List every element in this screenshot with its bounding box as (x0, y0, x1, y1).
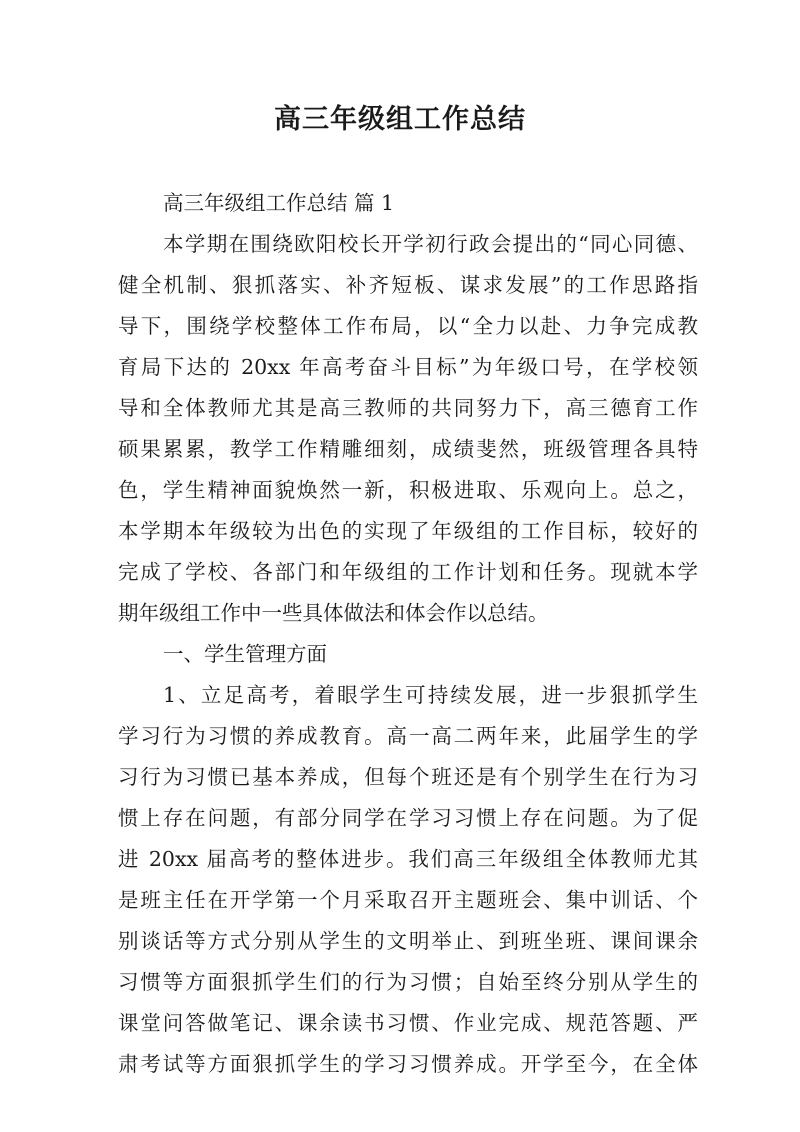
paragraph-line: 1、立足高考，着眼学生可持续发展，进一步狠抓学生 (163, 683, 698, 707)
paragraph-line: 惯上存在问题，有部分同学在学习习惯上存在问题。为了促 (118, 806, 698, 830)
paragraph-line: 期年级组工作中一些具体做法和体会作以总结。 (118, 601, 549, 625)
paragraph-line: 学习行为习惯的养成教育。高一高二两年来，此届学生的学 (118, 724, 698, 748)
paragraph-line: 课堂问答做笔记、课余读书习惯、作业完成、规范答题、严 (118, 1011, 698, 1035)
paragraph-line: 导和全体教师尤其是高三教师的共同努力下，高三德育工作 (118, 396, 698, 420)
paragraph-line: 健全机制、狠抓落实、补齐短板、谋求发展”的工作思路指 (118, 273, 698, 297)
paragraph-line: 别谈话等方式分别从学生的文明举止、到班坐班、课间课余 (118, 929, 698, 953)
document-title: 高三年级组工作总结 (274, 104, 526, 135)
paragraph-line: 习惯等方面狠抓学生们的行为习惯；自始至终分别从学生的 (118, 970, 698, 994)
section-heading: 一、学生管理方面 (163, 642, 327, 666)
section-heading: 高三年级组工作总结 篇 1 (163, 191, 395, 215)
paragraph-line: 进 20xx 届高考的整体进步。我们高三年级组全体教师尤其 (118, 847, 698, 871)
paragraph-line: 完成了学校、各部门和年级组的工作计划和任务。现就本学 (118, 560, 698, 584)
paragraph-line: 育局下达的 20xx 年高考奋斗目标”为年级口号，在学校领 (118, 355, 698, 379)
paragraph-line: 是班主任在开学第一个月采取召开主题班会、集中训话、个 (118, 888, 698, 912)
paragraph-line: 导下，围绕学校整体工作布局，以“全力以赴、力争完成教 (118, 314, 698, 338)
paragraph-line: 本学期在围绕欧阳校长开学初行政会提出的“同心同德、 (163, 232, 698, 256)
paragraph-line: 肃考试等方面狠抓学生的学习习惯养成。开学至今，在全体 (118, 1052, 698, 1076)
paragraph-line: 习行为习惯已基本养成，但每个班还是有个别学生在行为习 (118, 765, 698, 789)
paragraph-line: 色，学生精神面貌焕然一新，积极进取、乐观向上。总之， (118, 478, 698, 502)
paragraph-line: 本学期本年级较为出色的实现了年级组的工作目标，较好的 (118, 519, 698, 543)
paragraph-line: 硕果累累，教学工作精雕细刻，成绩斐然，班级管理各具特 (118, 437, 698, 461)
